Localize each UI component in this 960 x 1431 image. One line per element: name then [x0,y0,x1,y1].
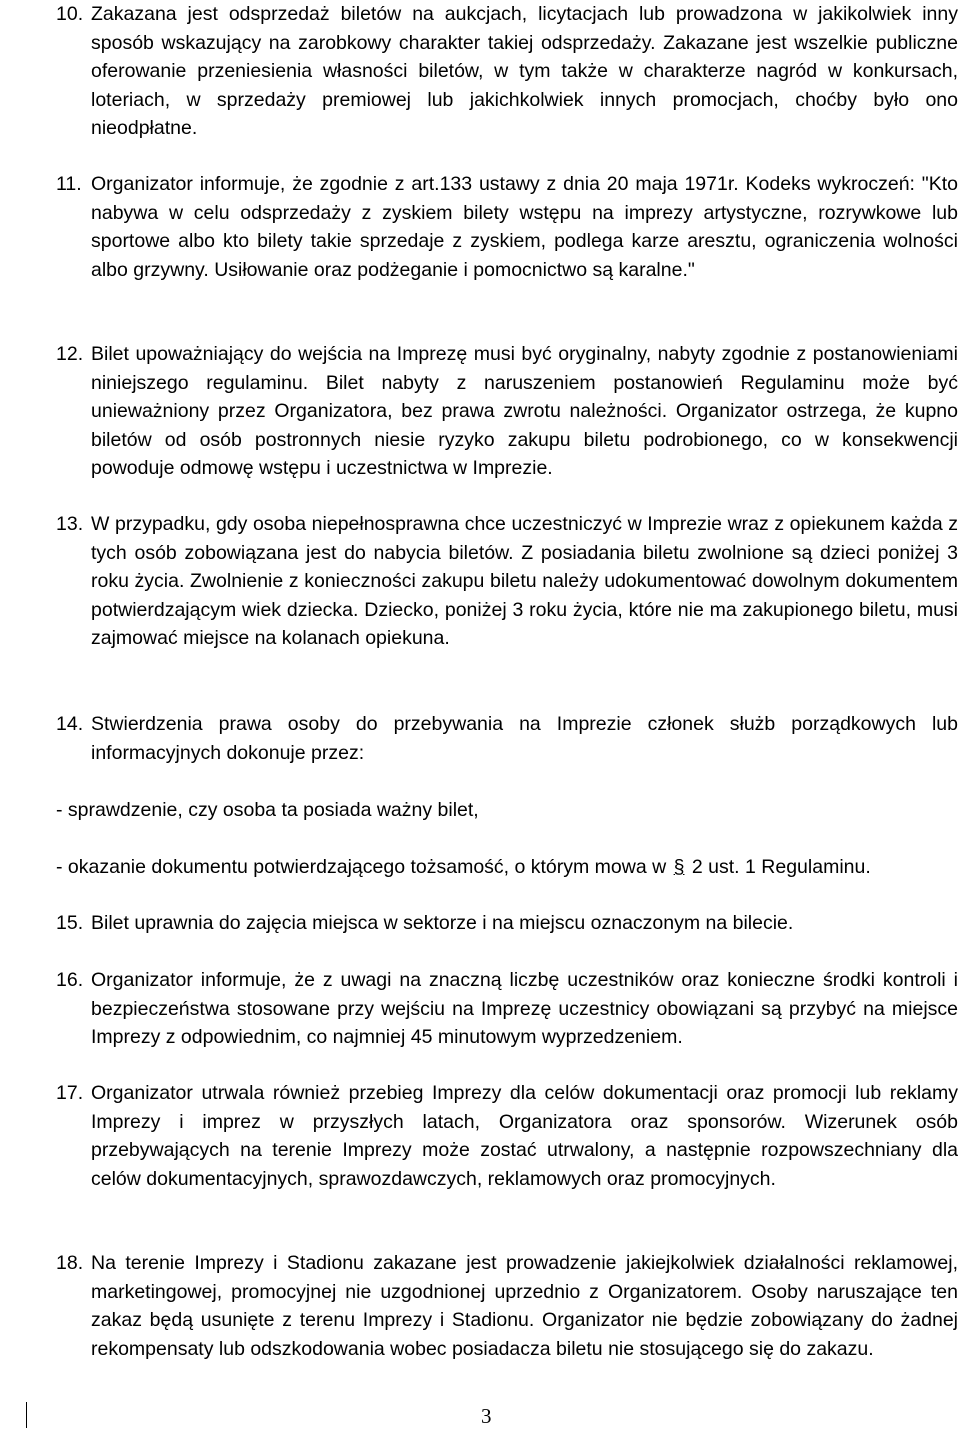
paragraph-number: 14. [56,713,84,735]
paragraph-11 [56,170,958,284]
paragraph-number: 13. [56,513,84,535]
dash-item-identity-document [56,853,958,882]
paragraph-text: Zakazana jest odsprzedaż biletów na aukcjach, licytacjach lub prowadzona w jakikolwiek inny sposób wskazujący na zarobkowy charakter takiej odsprzedaży. Zakazane jest wszelkie publiczne oferowanie przeniesienia własności biletów, w tym także w charakterze nagród w konkursach, loteriach, w sprzedaży premiowej lub jakichkolwiek innych promocjach, choćby było ono nieodpłatne. [91,3,958,139]
dash-item-text: - okazanie dokumentu potwierdzającego tożsamość, o którym mowa w [56,856,667,878]
paragraph-14 [56,710,958,767]
paragraph-text: W przypadku, gdy osoba niepełnosprawna chce uczestniczyć w Imprezie wraz z opiekunem każda z tych osób zobowiązana jest do nabycia biletów. Z posiadania biletu zwolnione są dzieci poniżej 3 roku życia. Zwolnienie z konieczności zakupu biletu należy udokumentować dowolnym dokumentem potwierdzającym wiek dziecka. Dziecko, poniżej 3 roku życia, które nie ma zakupionego biletu, musi zajmować miejsce na kolanach opiekuna. [91,513,958,649]
dash-item-ticket-check [56,796,958,825]
paragraph-text: Stwierdzenia prawa osoby do przebywania na Imprezie członek służb porządkowych lub informacyjnych dokonuje przez: [91,713,958,764]
paragraph-16 [56,966,958,1052]
paragraph-12 [56,340,958,483]
paragraph-text: Organizator informuje, że z uwagi na znaczną liczbę uczestników oraz konieczne środki kontroli i bezpieczeństwa stosowane przy wejściu na Imprezę uczestnicy obowiązani są przybyć na miejsce Imprezy z odpowiednim, co najmniej 45 minutowym wyprzedzeniem. [91,969,958,1048]
paragraph-number: 17. [56,1082,84,1104]
page-number: 3 [481,1404,492,1428]
paragraph-13 [56,510,958,653]
dash-item-text: - sprawdzenie, czy osoba ta posiada ważny bilet, [56,799,479,821]
paragraph-number: 10. [56,3,84,25]
paragraph-18 [56,1249,958,1363]
paragraph-number: 11. [56,173,82,195]
paragraph-number: 15. [56,912,84,934]
paragraph-17 [56,1079,958,1193]
paragraph-number: 12. [56,343,84,365]
dash-item-text-end: 2 ust. 1 Regulaminu. [691,856,871,878]
paragraph-15 [56,909,958,938]
paragraph-10 [56,0,958,143]
paragraph-text: Bilet uprawnia do zajęcia miejsca w sektorze i na miejscu oznaczonym na bilecie. [91,912,794,934]
section-sign: § [673,856,685,878]
paragraph-text: Na terenie Imprezy i Stadionu zakazane jest prowadzenie jakiejkolwiek działalności reklamowej, marketingowej, promocyjnej nie uzgodnionej uprzednio z Organizatorem. Osoby naruszające ten zakaz będą usunięte z terenu Imprezy i Stadionu. Organizator nie będzie zobowiązany do żadnej rekompensaty lub odszkodowania wobec posiadacza biletu nie stosującego się do zakazu. [91,1252,958,1360]
margin-bar [26,1402,27,1428]
paragraph-text: Organizator informuje, że zgodnie z art.133 ustawy z dnia 20 maja 1971r. Kodeks wykroczeń: "Kto nabywa w celu odsprzedaży z zyskiem bilety wstępu na imprezy artystyczne, rozrywkowe lub sportowe albo kto bilety takie sprzedaje z zyskiem, podlega karze aresztu, ograniczenia wolności albo grzywny. Usiłowanie oraz podżeganie i pomocnictwo są karalne." [91,173,958,281]
paragraph-number: 16. [56,969,84,991]
paragraph-number: 18. [56,1252,84,1274]
paragraph-text: Organizator utrwala również przebieg Imprezy dla celów dokumentacji oraz promocji lub reklamy Imprezy i imprez w przyszłych latach, Organizatora oraz sponsorów. Wizerunek osób przebywających na terenie Imprezy może zostać utrwalony, a następnie rozpowszechniany dla celów dokumentacyjnych, sprawozdawczych, reklamowych oraz promocyjnych. [91,1082,958,1190]
paragraph-text: Bilet upoważniający do wejścia na Imprezę musi być oryginalny, nabyty zgodnie z postanowieniami niniejszego regulaminu. Bilet nabyty z naruszeniem postanowień Regulaminu może być unieważniony przez Organizatora, bez prawa zwrotu należności. Organizator ostrzega, że kupno biletów od osób postronnych niesie ryzyko zakupu biletu podrobionego, co w konsekwencji powoduje odmowę wstępu i uczestnictwa w Imprezie. [91,343,958,479]
